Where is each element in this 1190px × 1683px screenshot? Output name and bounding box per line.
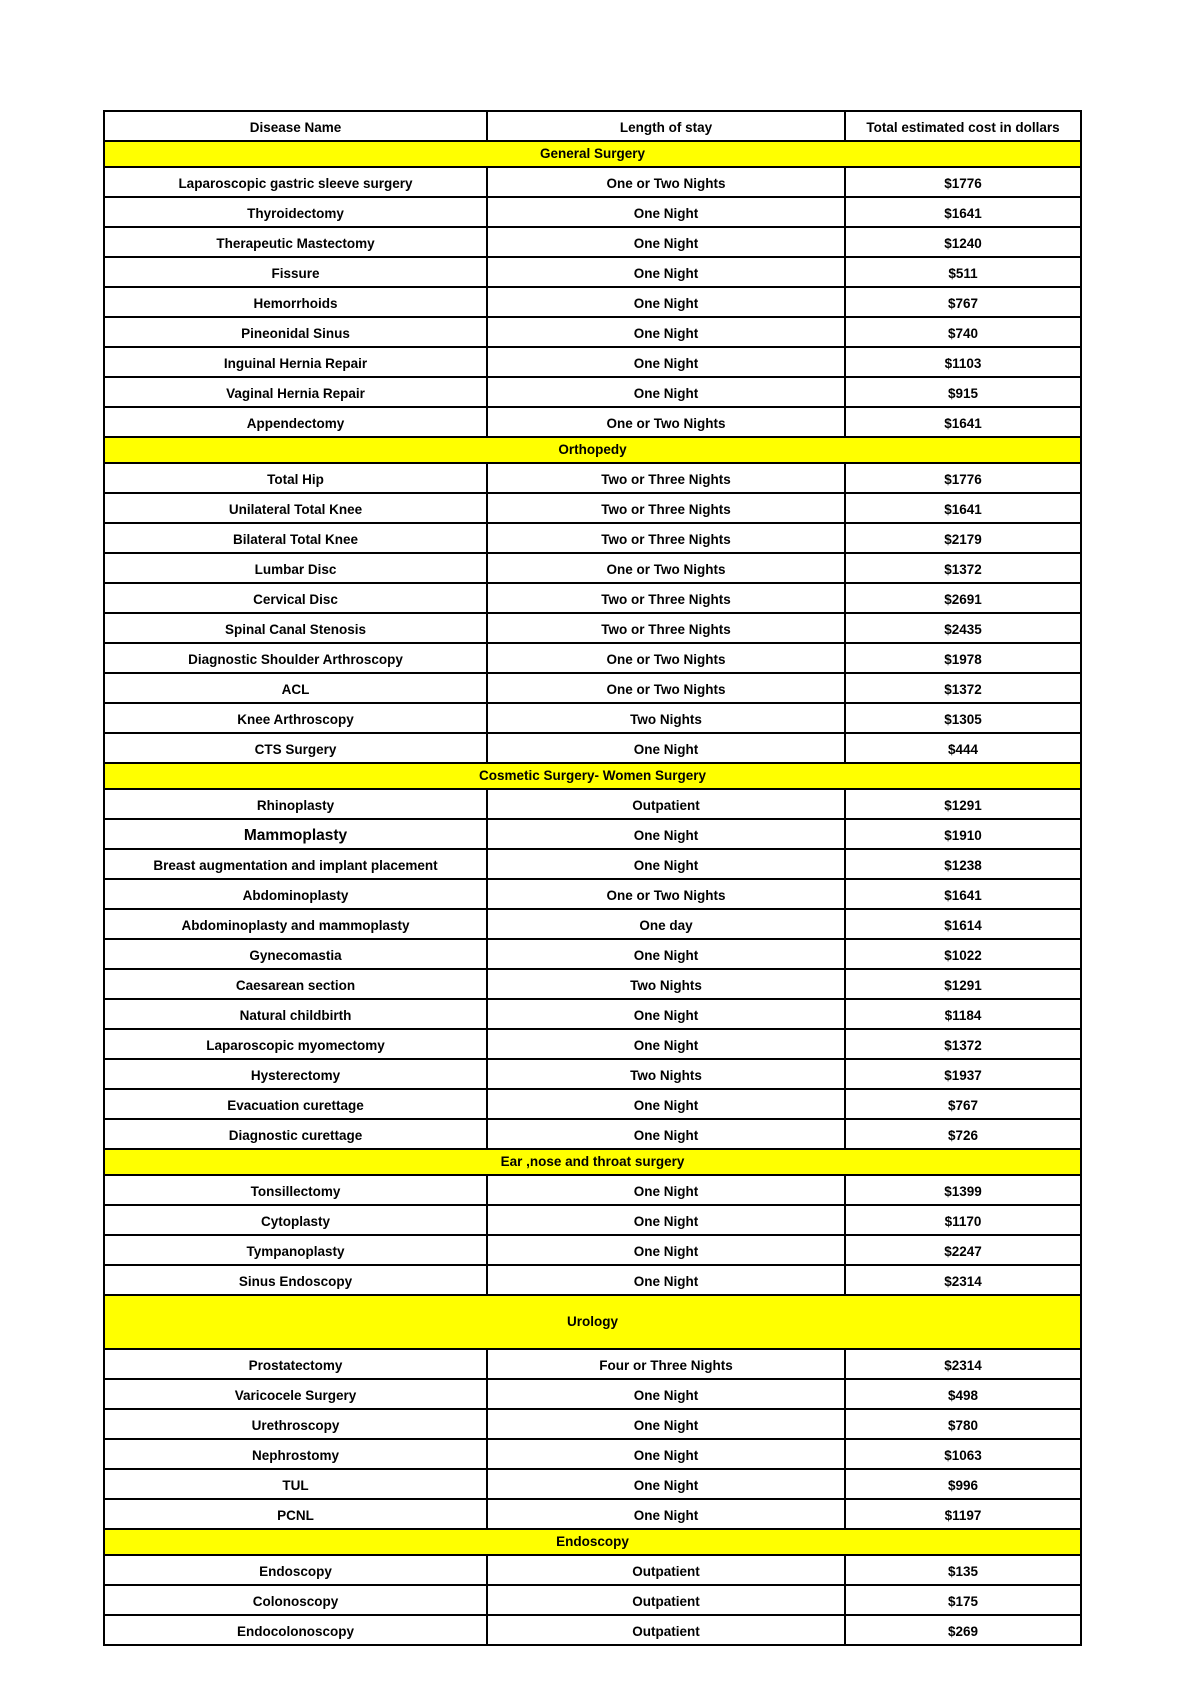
disease-name-cell: Caesarean section <box>104 969 487 999</box>
disease-name-cell: Cervical Disc <box>104 583 487 613</box>
table-row <box>104 1175 1081 1205</box>
table-row <box>104 1555 1081 1585</box>
table-row <box>104 879 1081 909</box>
length-of-stay-cell: One day <box>487 909 845 939</box>
header-row <box>104 111 1081 141</box>
cost-cell: $1240 <box>845 227 1081 257</box>
table-row <box>104 1409 1081 1439</box>
length-of-stay-cell: Outpatient <box>487 1555 845 1585</box>
length-of-stay-cell: Two Nights <box>487 703 845 733</box>
length-of-stay-cell: One Night <box>487 733 845 763</box>
cost-cell: $767 <box>845 287 1081 317</box>
length-of-stay-cell: Two or Three Nights <box>487 493 845 523</box>
table-row <box>104 257 1081 287</box>
length-of-stay-cell: One Night <box>487 1119 845 1149</box>
table-row <box>104 1469 1081 1499</box>
disease-name-cell: Laparoscopic gastric sleeve surgery <box>104 167 487 197</box>
cost-cell: $1291 <box>845 789 1081 819</box>
table-row <box>104 1029 1081 1059</box>
table-row <box>104 1499 1081 1529</box>
cost-cell: $1641 <box>845 493 1081 523</box>
cost-cell: $2314 <box>845 1265 1081 1295</box>
table-row <box>104 1119 1081 1149</box>
disease-name-cell: Breast augmentation and implant placement <box>104 849 487 879</box>
table-row <box>104 377 1081 407</box>
disease-name-cell: Prostatectomy <box>104 1349 487 1379</box>
length-of-stay-cell: One Night <box>487 257 845 287</box>
table-row <box>104 1349 1081 1379</box>
length-of-stay-cell: One or Two Nights <box>487 553 845 583</box>
disease-name-cell: PCNL <box>104 1499 487 1529</box>
length-of-stay-cell: One or Two Nights <box>487 879 845 909</box>
header-disease-name: Disease Name <box>104 111 487 141</box>
cost-cell: $269 <box>845 1615 1081 1645</box>
length-of-stay-cell: One Night <box>487 1235 845 1265</box>
cost-cell: $511 <box>845 257 1081 287</box>
disease-name-cell: Urethroscopy <box>104 1409 487 1439</box>
disease-name-cell: Knee Arthroscopy <box>104 703 487 733</box>
section-title: General Surgery <box>104 141 1081 167</box>
cost-cell: $1776 <box>845 167 1081 197</box>
length-of-stay-cell: One Night <box>487 197 845 227</box>
disease-name-cell: Lumbar Disc <box>104 553 487 583</box>
disease-name-cell: Pineonidal Sinus <box>104 317 487 347</box>
table-row <box>104 583 1081 613</box>
length-of-stay-cell: One Night <box>487 1499 845 1529</box>
length-of-stay-cell: One Night <box>487 377 845 407</box>
length-of-stay-cell: One Night <box>487 849 845 879</box>
disease-name-cell: Varicocele Surgery <box>104 1379 487 1409</box>
cost-cell: $2247 <box>845 1235 1081 1265</box>
table-row <box>104 287 1081 317</box>
length-of-stay-cell: Four or Three Nights <box>487 1349 845 1379</box>
disease-name-cell: Sinus Endoscopy <box>104 1265 487 1295</box>
length-of-stay-cell: One Night <box>487 1175 845 1205</box>
disease-name-cell: Abdominoplasty <box>104 879 487 909</box>
cost-cell: $2435 <box>845 613 1081 643</box>
length-of-stay-cell: Two or Three Nights <box>487 523 845 553</box>
cost-cell: $2314 <box>845 1349 1081 1379</box>
disease-name-cell: Gynecomastia <box>104 939 487 969</box>
disease-name-cell: Colonoscopy <box>104 1585 487 1615</box>
table-row <box>104 1265 1081 1295</box>
disease-name-cell: Hemorrhoids <box>104 287 487 317</box>
table-header <box>104 111 1081 141</box>
disease-name-cell: Vaginal Hernia Repair <box>104 377 487 407</box>
table-row <box>104 1235 1081 1265</box>
length-of-stay-cell: One Night <box>487 999 845 1029</box>
disease-name-cell: Mammoplasty <box>104 819 487 849</box>
table-row <box>104 347 1081 377</box>
cost-cell: $1910 <box>845 819 1081 849</box>
cost-cell: $767 <box>845 1089 1081 1119</box>
cost-cell: $1372 <box>845 1029 1081 1059</box>
cost-table <box>103 110 1082 1646</box>
cost-cell: $135 <box>845 1555 1081 1585</box>
disease-name-cell: Diagnostic Shoulder Arthroscopy <box>104 643 487 673</box>
table-row <box>104 1205 1081 1235</box>
length-of-stay-cell: Two Nights <box>487 1059 845 1089</box>
section-header-row <box>104 1529 1081 1555</box>
disease-name-cell: Natural childbirth <box>104 999 487 1029</box>
length-of-stay-cell: One Night <box>487 1205 845 1235</box>
disease-name-cell: Endocolonoscopy <box>104 1615 487 1645</box>
cost-cell: $1238 <box>845 849 1081 879</box>
disease-name-cell: Cytoplasty <box>104 1205 487 1235</box>
table-row <box>104 463 1081 493</box>
cost-cell: $1063 <box>845 1439 1081 1469</box>
section-header-row <box>104 437 1081 463</box>
disease-name-cell: Unilateral Total Knee <box>104 493 487 523</box>
length-of-stay-cell: Two or Three Nights <box>487 583 845 613</box>
length-of-stay-cell: One or Two Nights <box>487 167 845 197</box>
disease-name-cell: TUL <box>104 1469 487 1499</box>
cost-cell: $1022 <box>845 939 1081 969</box>
disease-name-cell: Endoscopy <box>104 1555 487 1585</box>
length-of-stay-cell: One Night <box>487 227 845 257</box>
length-of-stay-cell: One Night <box>487 1265 845 1295</box>
length-of-stay-cell: One or Two Nights <box>487 407 845 437</box>
cost-cell: $498 <box>845 1379 1081 1409</box>
disease-name-cell: Therapeutic Mastectomy <box>104 227 487 257</box>
table-row <box>104 227 1081 257</box>
cost-cell: $780 <box>845 1409 1081 1439</box>
section-title: Ear ,nose and throat surgery <box>104 1149 1081 1175</box>
cost-cell: $1614 <box>845 909 1081 939</box>
cost-cell: $1372 <box>845 673 1081 703</box>
cost-cell: $1978 <box>845 643 1081 673</box>
length-of-stay-cell: One Night <box>487 287 845 317</box>
length-of-stay-cell: Outpatient <box>487 1585 845 1615</box>
table-row <box>104 939 1081 969</box>
disease-name-cell: Diagnostic curettage <box>104 1119 487 1149</box>
table-row <box>104 167 1081 197</box>
table-row <box>104 613 1081 643</box>
cost-cell: $1103 <box>845 347 1081 377</box>
table-row <box>104 197 1081 227</box>
table-row <box>104 643 1081 673</box>
length-of-stay-cell: One Night <box>487 1029 845 1059</box>
header-length-of-stay: Length of stay <box>487 111 845 141</box>
length-of-stay-cell: One Night <box>487 819 845 849</box>
cost-cell: $1291 <box>845 969 1081 999</box>
table-row <box>104 789 1081 819</box>
disease-name-cell: Tonsillectomy <box>104 1175 487 1205</box>
table-row <box>104 703 1081 733</box>
cost-cell: $444 <box>845 733 1081 763</box>
cost-cell: $1937 <box>845 1059 1081 1089</box>
cost-cell: $915 <box>845 377 1081 407</box>
table-row <box>104 493 1081 523</box>
length-of-stay-cell: Two or Three Nights <box>487 463 845 493</box>
cost-cell: $1641 <box>845 879 1081 909</box>
length-of-stay-cell: One or Two Nights <box>487 673 845 703</box>
section-header-row <box>104 141 1081 167</box>
disease-name-cell: Laparoscopic myomectomy <box>104 1029 487 1059</box>
disease-name-cell: Inguinal Hernia Repair <box>104 347 487 377</box>
section-title: Orthopedy <box>104 437 1081 463</box>
length-of-stay-cell: One or Two Nights <box>487 643 845 673</box>
table-row <box>104 909 1081 939</box>
cost-cell: $1641 <box>845 197 1081 227</box>
table-row <box>104 523 1081 553</box>
cost-cell: $2179 <box>845 523 1081 553</box>
length-of-stay-cell: One Night <box>487 1379 845 1409</box>
table-row <box>104 1585 1081 1615</box>
disease-name-cell: Rhinoplasty <box>104 789 487 819</box>
length-of-stay-cell: One Night <box>487 1409 845 1439</box>
length-of-stay-cell: Two Nights <box>487 969 845 999</box>
disease-name-cell: ACL <box>104 673 487 703</box>
disease-name-cell: Total Hip <box>104 463 487 493</box>
cost-cell: $1184 <box>845 999 1081 1029</box>
disease-name-cell: Nephrostomy <box>104 1439 487 1469</box>
section-title: Cosmetic Surgery- Women Surgery <box>104 763 1081 789</box>
header-total-cost: Total estimated cost in dollars <box>845 111 1081 141</box>
length-of-stay-cell: One Night <box>487 939 845 969</box>
disease-name-cell: Spinal Canal Stenosis <box>104 613 487 643</box>
cost-cell: $1641 <box>845 407 1081 437</box>
table-row <box>104 673 1081 703</box>
cost-cell: $1776 <box>845 463 1081 493</box>
disease-name-cell: Tympanoplasty <box>104 1235 487 1265</box>
length-of-stay-cell: Outpatient <box>487 789 845 819</box>
length-of-stay-cell: Two or Three Nights <box>487 613 845 643</box>
length-of-stay-cell: Outpatient <box>487 1615 845 1645</box>
disease-name-cell: CTS Surgery <box>104 733 487 763</box>
table-body <box>104 141 1081 1645</box>
table-row <box>104 1379 1081 1409</box>
disease-name-cell: Abdominoplasty and mammoplasty <box>104 909 487 939</box>
cost-cell: $1399 <box>845 1175 1081 1205</box>
disease-name-cell: Hysterectomy <box>104 1059 487 1089</box>
cost-cell: $1305 <box>845 703 1081 733</box>
cost-cell: $740 <box>845 317 1081 347</box>
cost-cell: $1197 <box>845 1499 1081 1529</box>
cost-cell: $175 <box>845 1585 1081 1615</box>
length-of-stay-cell: One Night <box>487 1439 845 1469</box>
table-row <box>104 1059 1081 1089</box>
table-row <box>104 1615 1081 1645</box>
table-row <box>104 407 1081 437</box>
section-header-row <box>104 763 1081 789</box>
table-row <box>104 317 1081 347</box>
length-of-stay-cell: One Night <box>487 1469 845 1499</box>
disease-name-cell: Fissure <box>104 257 487 287</box>
table-row <box>104 553 1081 583</box>
cost-cell: $996 <box>845 1469 1081 1499</box>
cost-cell: $1170 <box>845 1205 1081 1235</box>
disease-name-cell: Bilateral Total Knee <box>104 523 487 553</box>
disease-name-cell: Thyroidectomy <box>104 197 487 227</box>
table-row <box>104 999 1081 1029</box>
table-row <box>104 733 1081 763</box>
table-row <box>104 849 1081 879</box>
length-of-stay-cell: One Night <box>487 317 845 347</box>
table-row <box>104 969 1081 999</box>
cost-cell: $2691 <box>845 583 1081 613</box>
cost-cell: $726 <box>845 1119 1081 1149</box>
table-row <box>104 1439 1081 1469</box>
disease-name-cell: Evacuation curettage <box>104 1089 487 1119</box>
section-title: Urology <box>104 1295 1081 1349</box>
table-row <box>104 819 1081 849</box>
length-of-stay-cell: One Night <box>487 347 845 377</box>
table-row <box>104 1089 1081 1119</box>
cost-cell: $1372 <box>845 553 1081 583</box>
section-header-row <box>104 1295 1081 1349</box>
disease-name-cell: Appendectomy <box>104 407 487 437</box>
section-header-row <box>104 1149 1081 1175</box>
section-title: Endoscopy <box>104 1529 1081 1555</box>
length-of-stay-cell: One Night <box>487 1089 845 1119</box>
